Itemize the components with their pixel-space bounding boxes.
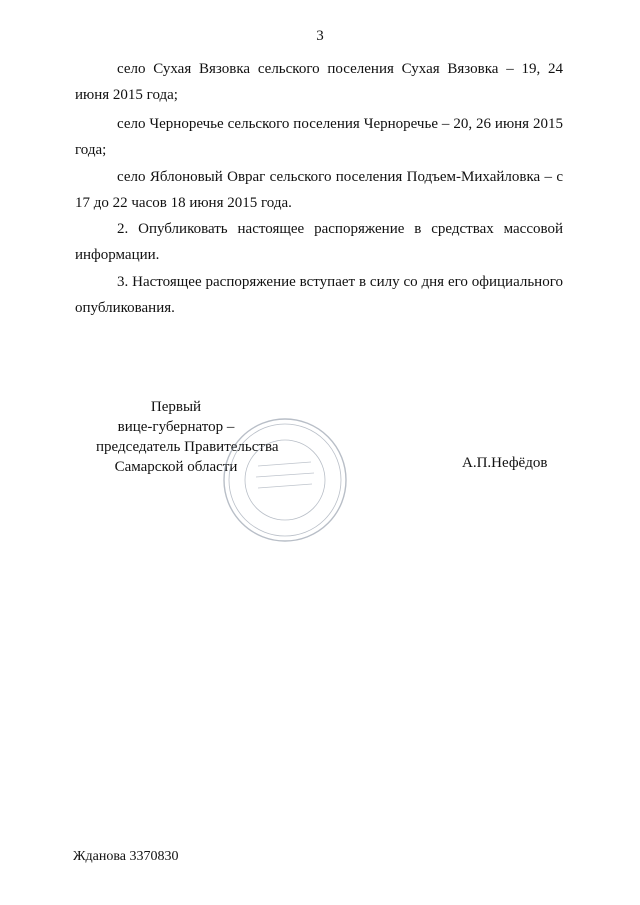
paragraph-yablonovy-ovrag: село Яблоновый Овраг сельского поселения Подъем-Михайловка – с 17 до 22 часов 18 июня 2015 года. xyxy=(75,169,563,211)
paragraph-chernorechye: село Черноречье сельского поселения Черноречье – 20, 26 июня 2015 года; xyxy=(75,116,563,158)
signatory-title-line: председатель Правительства xyxy=(96,439,279,455)
executor-note: Жданова 3370830 xyxy=(73,849,179,864)
signatory-name: А.П.Нефёдов xyxy=(462,455,548,471)
paragraph-effective-date: 3. Настоящее распоряжение вступает в силу со дня его официального опубликования. xyxy=(75,274,563,316)
official-seal-icon xyxy=(222,417,348,543)
paragraph-publish-order: 2. Опубликовать настоящее распоряжение в средствах массовой информации. xyxy=(75,221,563,263)
signatory-title-line: Первый xyxy=(150,399,202,415)
page-number: 3 xyxy=(316,28,324,44)
signatory-title-line: вице-губернатор – xyxy=(117,419,235,435)
signatory-title-line: Самарской области xyxy=(114,459,238,475)
paragraph-sukhaya-vyazovka: село Сухая Вязовка сельского поселения Сухая Вязовка – 19, 24 июня 2015 года; xyxy=(75,61,563,103)
